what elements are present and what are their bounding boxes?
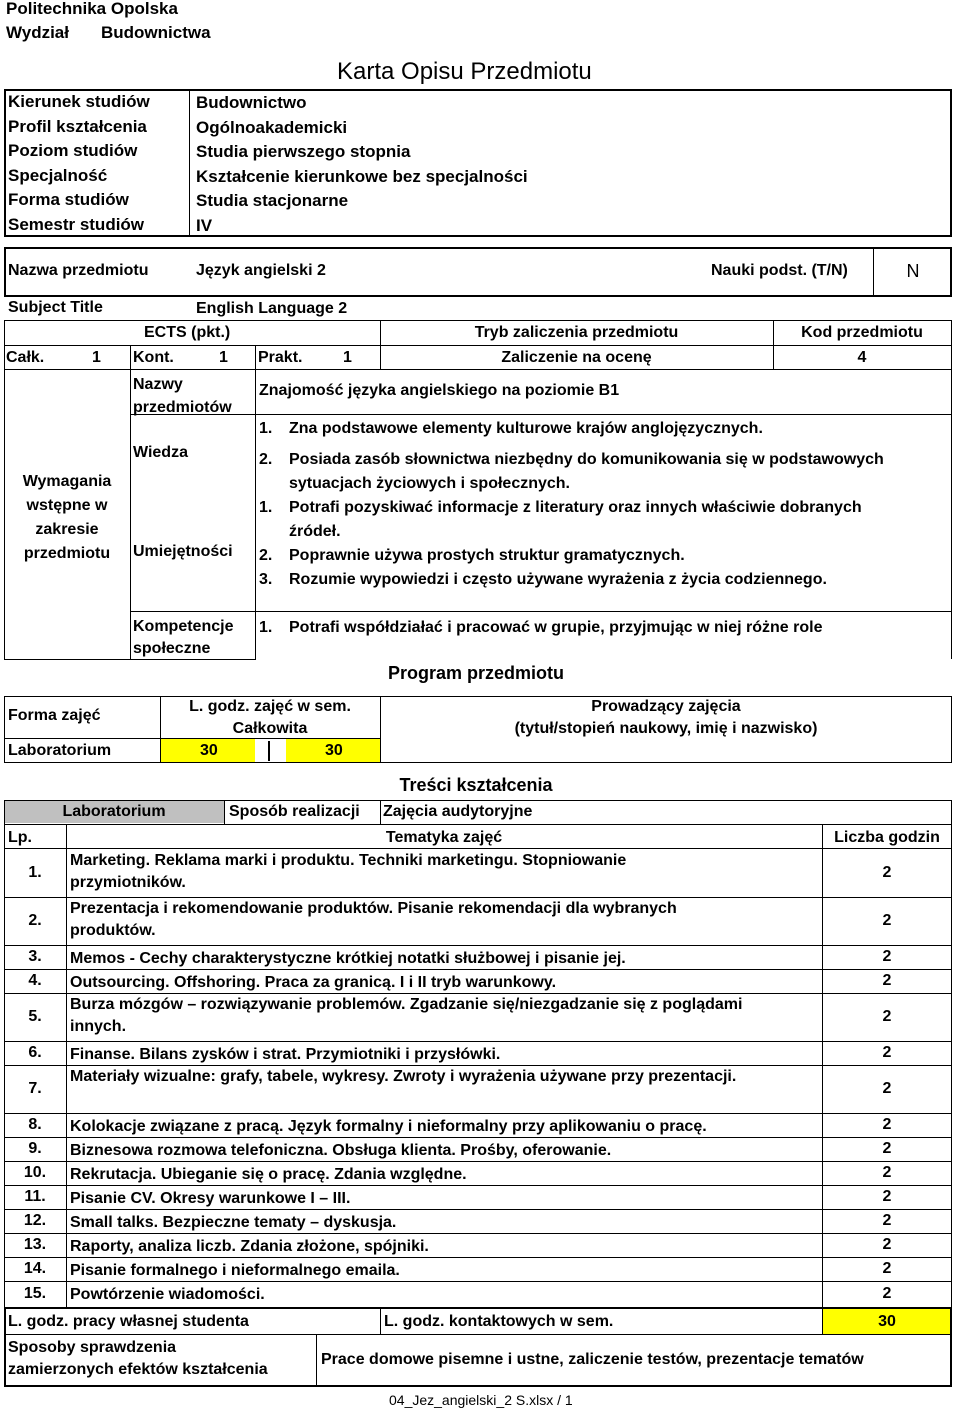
topic-text (70, 1066, 736, 1088)
info-label: Forma studiów (8, 190, 129, 209)
text-line: wstępne w (26, 497, 108, 514)
info-label: Semestr studiów (8, 214, 145, 234)
social-competences-label (133, 616, 233, 660)
teacher-sublabel: (tytuł/stopień naukowy, imię i nazwisko) (514, 720, 818, 737)
topic-text (70, 1260, 400, 1282)
verify-value: Prace domowe pisemne i ustne, zaliczenie testów, prezentacje tematów (321, 1351, 864, 1368)
row-divider (4, 1041, 952, 1042)
list-item (259, 544, 951, 568)
faculty-value: Budownictwa (101, 23, 211, 42)
row-divider (4, 1233, 952, 1234)
method-label: Sposób realizacji (229, 803, 360, 820)
text-line: źródeł. (289, 523, 341, 540)
topic-lp: 14. (23, 1260, 47, 1277)
text-line: Finanse. Bilans zysków i strat. Przymiotniki i przysłówki. (70, 1046, 501, 1063)
verify-label-1: Sposoby sprawdzenia (8, 1339, 177, 1356)
row-divider (4, 1161, 952, 1162)
contact-label: L. godz. kontaktowych w sem. (384, 1313, 614, 1330)
text-line: Wymagania (22, 473, 112, 490)
row-divider (4, 945, 952, 946)
topic-hours: 2 (882, 864, 892, 881)
topic-lp: 13. (23, 1236, 47, 1253)
topic-lp: 1. (28, 864, 42, 881)
topic-hours: 2 (882, 1188, 892, 1205)
knowledge-label: Wiedza (133, 444, 188, 461)
topic-hours: 2 (882, 972, 892, 989)
item-number: 1. (259, 499, 273, 516)
topic-hours: 2 (882, 1212, 892, 1229)
text-line: Raporty, analiza liczb. Zdania złożone, spójniki. (70, 1238, 429, 1255)
topic-lp: 3. (28, 948, 42, 965)
col-hours: Liczba godzin (834, 829, 940, 846)
contact-value: 30 (878, 1313, 896, 1330)
text-line: społeczne (133, 640, 211, 657)
topic-lp: 6. (28, 1044, 42, 1061)
col-lp: Lp. (8, 829, 32, 846)
topic-text (70, 850, 626, 894)
basic-sciences-label: Nauki podst. (T/N) (711, 262, 848, 279)
text-line: Memos - Cechy charakterystyczne krótkiej notatki służbowej i pisanie jej. (70, 950, 626, 967)
item-text (289, 544, 951, 568)
text-line: sytuacjach życiowych i społecznych. (289, 475, 570, 492)
ects-total-value: 1 (92, 349, 101, 366)
mode-value: Zaliczenie na ocenę (501, 349, 652, 366)
total-label: Całkowita (232, 720, 308, 737)
list-item (259, 616, 951, 640)
info-value: Studia pierwszego stopnia (196, 142, 411, 161)
topic-lp: 4. (28, 972, 42, 989)
text-line: Potrafi pozyskiwać informacje z literatury oraz innych właściwie dobranych (289, 499, 862, 516)
text-line: Small talks. Bezpieczne tematy – dyskusja. (70, 1214, 397, 1231)
row-divider (4, 1137, 952, 1138)
list-item (259, 417, 951, 441)
self-work-label: L. godz. pracy własnej studenta (8, 1313, 249, 1330)
row-divider (4, 1113, 952, 1114)
list-item (259, 448, 951, 496)
skills-list (259, 496, 951, 592)
requirements-title (4, 470, 130, 566)
col-lp-divider (66, 824, 67, 1307)
hours-label: L. godz. zajęć w sem. (189, 698, 351, 715)
text-line: Rozumie wypowiedzi i często używane wyrażenia z życia codziennego. (289, 571, 827, 588)
info-table (4, 89, 952, 237)
topic-text (70, 1188, 350, 1210)
topic-lp: 2. (28, 912, 42, 929)
subject-title-value: English Language 2 (196, 300, 348, 317)
topic-hours: 2 (882, 1285, 892, 1302)
row-divider (4, 1185, 952, 1186)
text-line: przedmiotu (23, 545, 111, 562)
method-value: Zajęcia audytoryjne (383, 803, 533, 820)
info-value: Budownictwo (196, 93, 307, 112)
code-value: 4 (857, 349, 867, 366)
topic-hours: 2 (882, 1164, 892, 1181)
topic-text (70, 994, 742, 1038)
sheet-footer: 04_Jez_angielski_2 S.xlsx / 1 (389, 1392, 573, 1408)
topic-lp: 5. (28, 1008, 42, 1025)
info-label: Poziom studiów (8, 141, 138, 160)
teacher-label: Prowadzący zajęcia (591, 698, 741, 715)
topic-hours: 2 (882, 1140, 892, 1157)
text-line: innych. (70, 1018, 127, 1035)
text-line: Materiały wizualne: grafy, tabele, wykresy. Zwroty i wyrażenia używane przy prezentacji. (70, 1068, 737, 1085)
required-subjects-label (133, 373, 232, 419)
info-value: Kształcenie kierunkowe bez specjalności (196, 166, 528, 186)
topic-text (70, 1164, 467, 1186)
info-value: Ogólnoakademicki (196, 117, 348, 137)
topic-lp: 15. (23, 1285, 47, 1302)
text-line: zakresie (35, 521, 99, 538)
text-line: przedmiotów (133, 399, 232, 416)
topic-text (70, 1044, 500, 1066)
col-hours-divider (822, 824, 823, 1307)
row-divider (4, 1281, 952, 1282)
topic-text (70, 1116, 707, 1138)
topic-hours: 2 (882, 1236, 892, 1253)
topic-lp: 8. (28, 1116, 42, 1133)
text-line: Burza mózgów – rozwiązywanie problemów. Zgadzanie się/niezgadzanie się z poglądami (70, 996, 743, 1013)
topic-lp: 7. (28, 1080, 42, 1097)
knowledge-list (259, 417, 951, 496)
basic-sciences-value: N (906, 261, 920, 281)
ects-kont-label: Kont. (133, 349, 174, 366)
university-name: Politechnika Opolska (6, 0, 178, 18)
text-line: Powtórzenie wiadomości. (70, 1286, 265, 1303)
text-line: Rekrutacja. Ubieganie się o pracę. Zdania względne. (70, 1166, 467, 1183)
info-label: Kierunek studiów (8, 92, 150, 111)
topic-text (70, 898, 677, 942)
item-number: 2. (259, 451, 273, 468)
verify-label-2: zamierzonych efektów kształcenia (8, 1361, 268, 1378)
text-line: Biznesowa rozmowa telefoniczna. Obsługa klienta. Prośby, oferowanie. (70, 1142, 612, 1159)
item-number: 3. (259, 571, 273, 588)
topic-hours: 2 (882, 948, 892, 965)
item-text (289, 496, 951, 544)
topic-lp: 9. (28, 1140, 42, 1157)
table-right-border (951, 824, 952, 1307)
text-line: przymiotników. (70, 874, 186, 891)
list-item (259, 568, 951, 592)
text-line: produktów. (70, 922, 156, 939)
info-label: Profil kształcenia (8, 116, 147, 136)
ects-prakt-value: 1 (343, 349, 352, 366)
topic-hours: 2 (882, 1008, 892, 1025)
text-line: Pisanie formalnego i nieformalnego emaila. (70, 1262, 400, 1279)
ects-kont-value: 1 (219, 349, 228, 366)
subject-title-label: Subject Title (8, 299, 103, 316)
topic-text (70, 1140, 611, 1162)
faculty-label: Wydział (6, 23, 69, 42)
topic-lp: 10. (23, 1164, 47, 1181)
text-line: Marketing. Reklama marki i produktu. Techniki marketingu. Stopniowanie (70, 852, 627, 869)
text-line: Outsourcing. Offshoring. Praca za granicą. I i II tryb warunkowy. (70, 974, 557, 991)
item-number: 1. (259, 619, 273, 636)
subject-name-label: Nazwa przedmiotu (8, 262, 149, 279)
topic-hours: 2 (882, 1260, 892, 1277)
card-title: Karta Opisu Przedmiotu (337, 58, 592, 85)
social-competences-list (259, 616, 951, 640)
mode-label: Tryb zaliczenia przedmiotu (474, 324, 679, 341)
topic-hours: 2 (882, 912, 892, 929)
item-text (289, 616, 951, 640)
col-topic: Tematyka zajęć (385, 829, 503, 846)
program-total-value: 30 (325, 742, 343, 759)
table-left-border (4, 824, 5, 1307)
list-item (259, 496, 951, 544)
program-title: Program przedmiotu (387, 663, 565, 683)
topic-hours: 2 (882, 1080, 892, 1097)
item-text (289, 417, 951, 441)
item-text (289, 568, 951, 592)
topic-text (70, 972, 556, 994)
topic-text (70, 1284, 265, 1306)
topic-lp: 12. (23, 1212, 47, 1229)
topic-lp: 11. (24, 1188, 46, 1205)
skills-label: Umiejętności (133, 543, 233, 560)
row-divider (4, 1209, 952, 1210)
topic-text (70, 1236, 429, 1258)
info-value: IV (196, 215, 213, 235)
ects-total-label: Całk. (6, 349, 45, 366)
program-hours-value: 30 (200, 742, 218, 759)
ects-prakt-label: Prakt. (258, 349, 303, 366)
text-line: Potrafi współdziałać i pracować w grupie, przyjmując w niej różne role (289, 619, 823, 636)
content-form-value: Laboratorium (62, 803, 166, 820)
info-value: Studia stacjonarne (196, 191, 349, 210)
text-line: Posiada zasób słownictwa niezbędny do komunikowania się w podstawowych (289, 451, 884, 468)
text-line: Poprawnie używa prostych struktur gramatycznych. (289, 547, 685, 564)
item-number: 1. (259, 420, 273, 437)
row-divider (4, 1257, 952, 1258)
program-form-value: Laboratorium (8, 742, 112, 759)
topic-hours: 2 (882, 1116, 892, 1133)
topic-hours: 2 (882, 1044, 892, 1061)
item-text (289, 448, 951, 496)
topic-text (70, 1212, 396, 1234)
subject-name-value: Język angielski 2 (196, 262, 326, 279)
topic-text (70, 948, 626, 970)
code-label: Kod przedmiotu (801, 324, 923, 341)
text-line: Zna podstawowe elementy kulturowe krajów anglojęzycznych. (289, 420, 763, 437)
content-title: Treści kształcenia (399, 775, 553, 795)
info-label: Specjalność (8, 165, 108, 185)
row-divider (4, 969, 952, 970)
required-subjects-value: Znajomość języka angielskiego na poziomie B1 (259, 382, 620, 399)
text-line: Prezentacja i rekomendowanie produktów. Pisanie rekomendacji dla wybranych (70, 900, 677, 917)
item-number: 2. (259, 547, 273, 564)
text-line: Kolokacje związane z pracą. Język formalny i nieformalny przy aplikowaniu o pracę. (70, 1118, 707, 1135)
text-line: Pisanie CV. Okresy warunkowe I – III. (70, 1190, 351, 1207)
text-line: Nazwy (133, 376, 183, 393)
ects-label: ECTS (pkt.) (144, 324, 231, 341)
form-label: Forma zajęć (8, 707, 101, 724)
text-line: Kompetencje (133, 618, 234, 635)
